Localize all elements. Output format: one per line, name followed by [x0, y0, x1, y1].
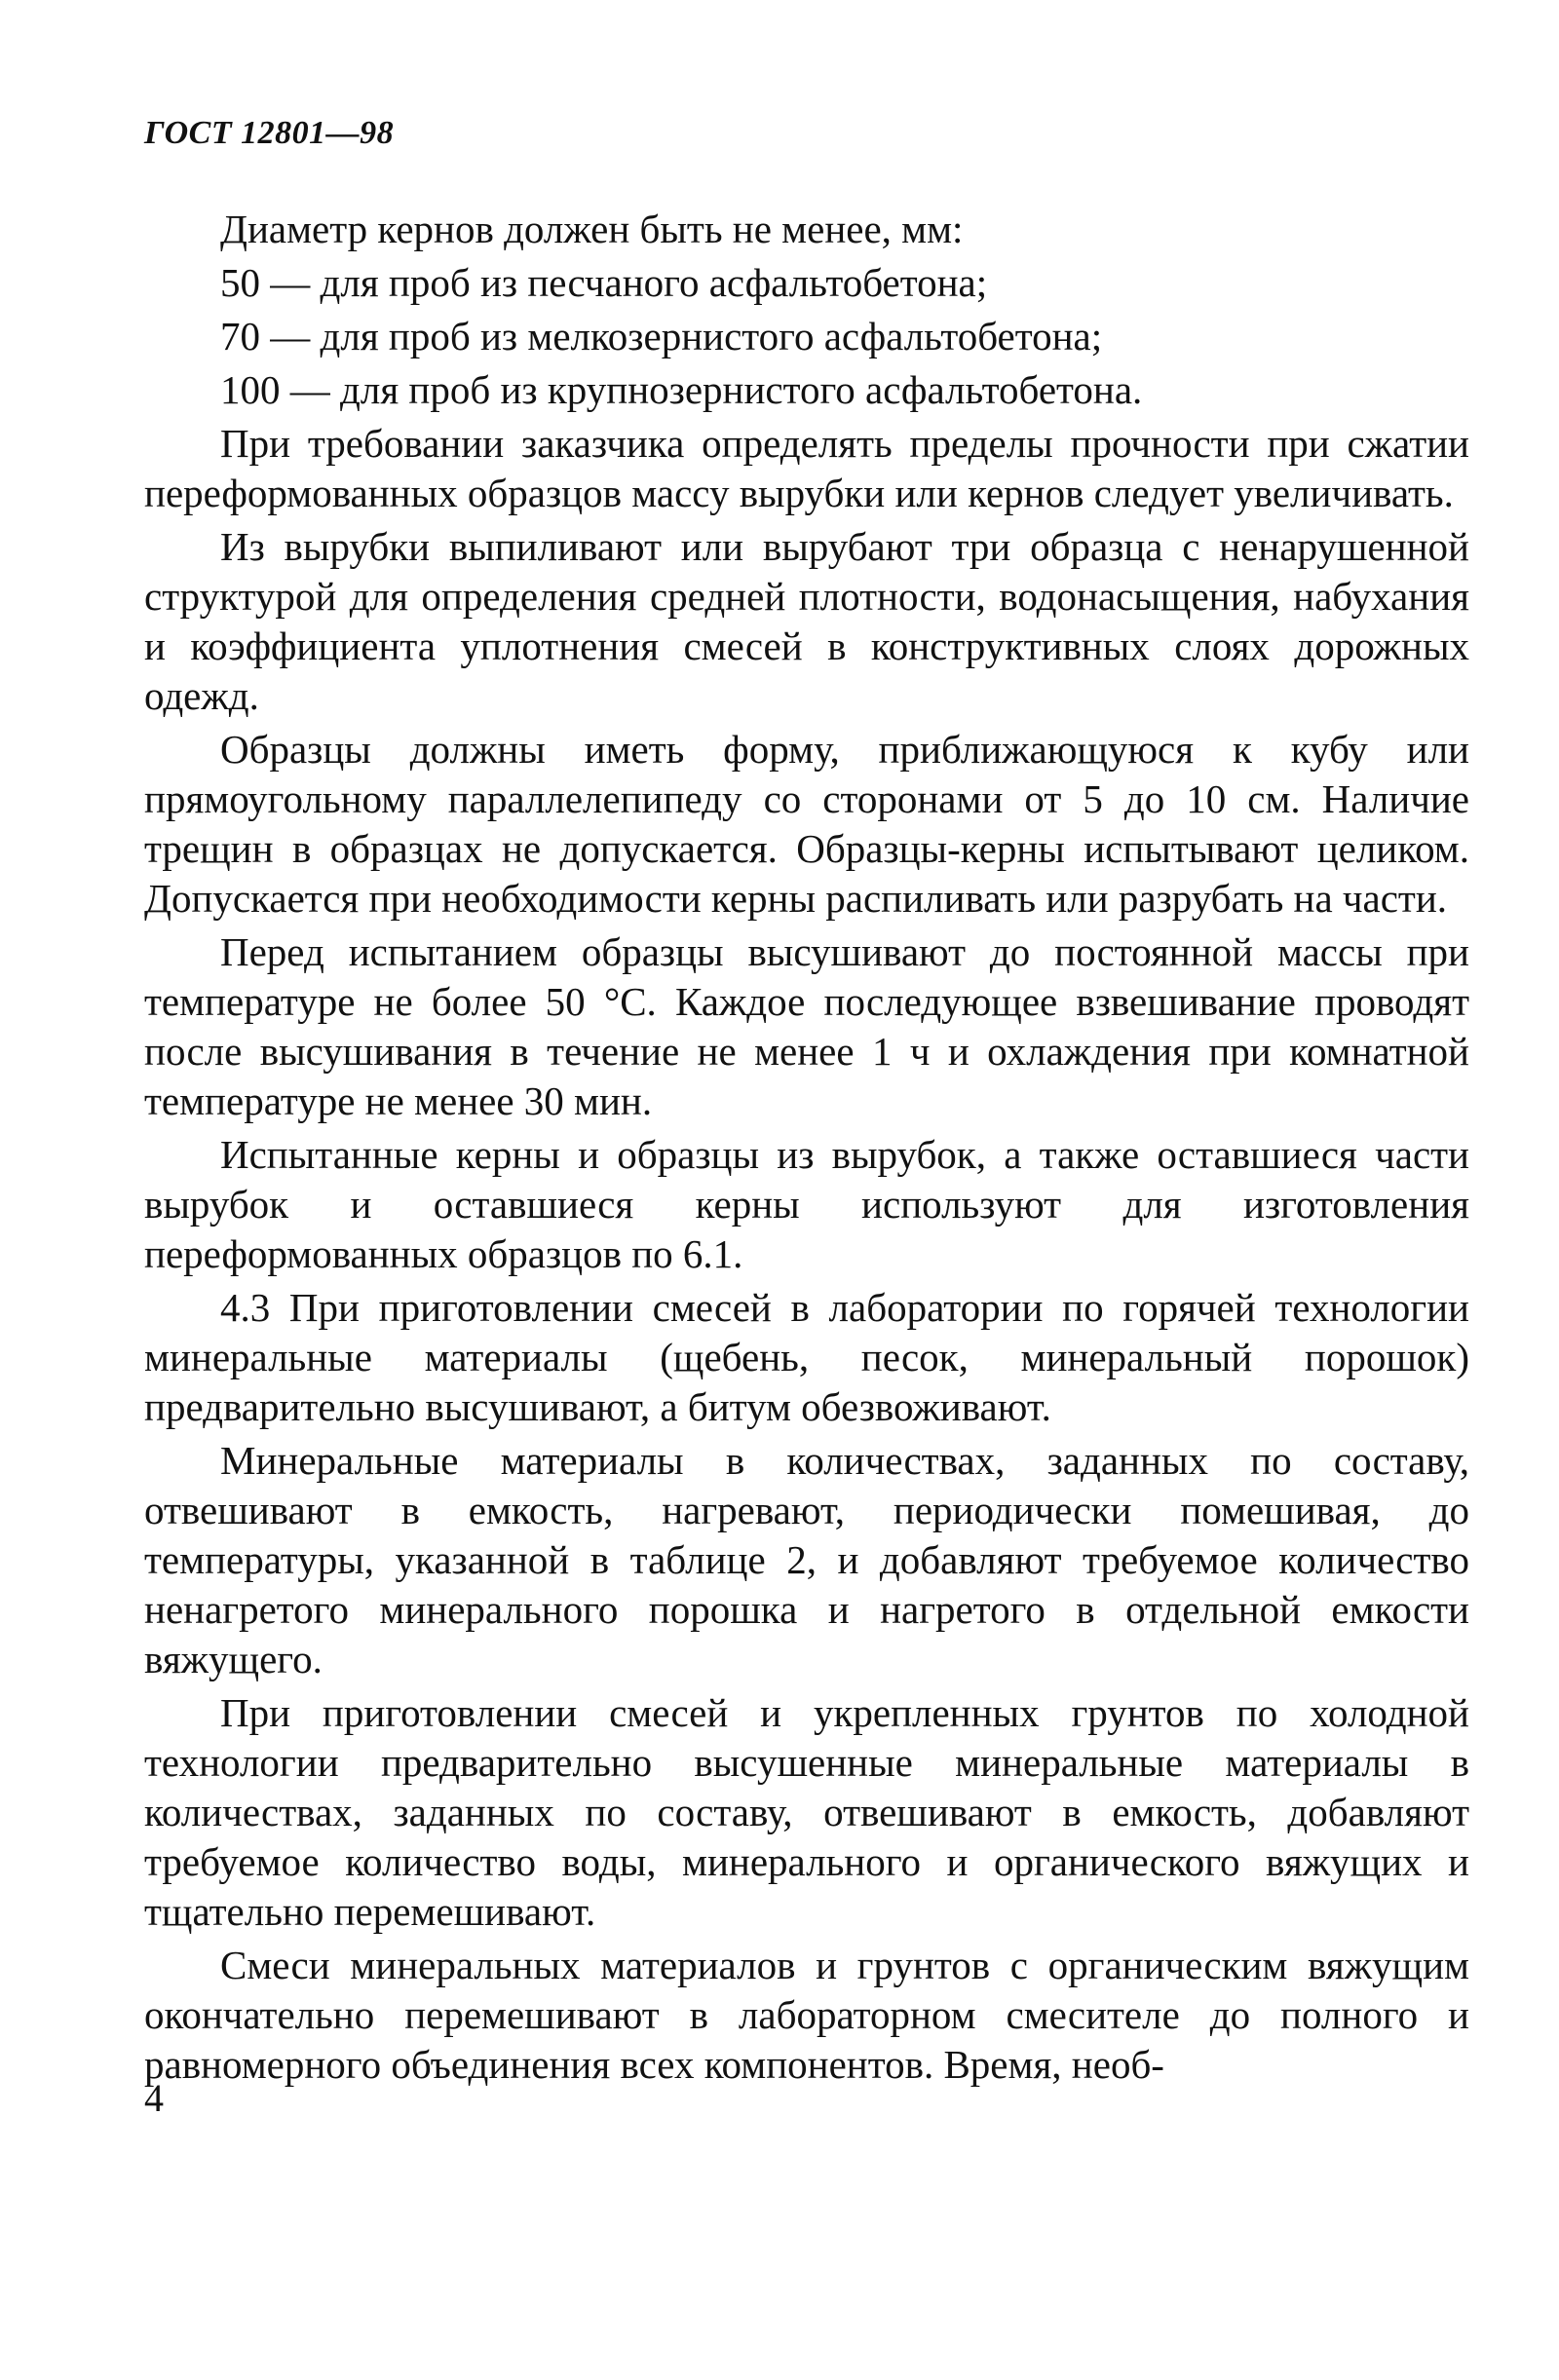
page-number: 4 [144, 2076, 164, 2120]
paragraph: Испытанные керны и образцы из вырубок, а также оставшиеся части вырубок и оставшиеся керны используют для изготовления переформованных образцов по 6.1. [144, 1132, 1469, 1276]
paragraph: Минеральные материалы в количествах, заданных по составу, отвешивают в емкость, нагревают, периодически помешивая, до температуры, указанной в таблице 2, и добавляют требуемое количество ненагретого минерального порошка и нагретого в отдельной емкости вяжущего. [144, 1438, 1469, 1681]
list-item: 100 — для проб из крупнозернистого асфальтобетона. [220, 367, 1143, 412]
list-item: 50 — для проб из песчаного асфальтобетона; [220, 260, 988, 305]
list-item: 70 — для проб из мелкозернистого асфальтобетона; [220, 314, 1103, 359]
paragraph: Из вырубки выпиливают или вырубают три образца с ненарушенной структурой для определения средней плотности, водонасыщения, набухания и коэффициента уплотнения смесей в конструктивных слоях дорожных одежд. [144, 524, 1469, 718]
paragraph: Диаметр кернов должен быть не менее, мм: [220, 207, 964, 251]
paragraph: Смеси минеральных материалов и грунтов с органическим вяжущим окончательно перемешивают в лабораторном смесителе до полного и равномерного объединения всех компонентов. Время, необ- [144, 1943, 1469, 2087]
document-header: ГОСТ 12801—98 [144, 115, 395, 151]
paragraph: Перед испытанием образцы высушивают до постоянной массы при температуре не более 50 °С. Каждое последующее взвешивание проводят после высушивания в течение не менее 1 ч и охлаждения при комнатной температуре не менее 30 мин. [144, 929, 1469, 1123]
paragraph: Образцы должны иметь форму, приближающуюся к кубу или прямоугольному параллелепипеду со сторонами от 5 до 10 см. Наличие трещин в образцах не допускается. Образцы-керны испытывают целиком. Допускается при необходимости керны распиливать или разрубать на части. [144, 727, 1469, 921]
paragraph: При требовании заказчика определять пределы прочности при сжатии переформованных образцов массу вырубки или кернов следует увеличивать. [144, 421, 1469, 515]
document-body [144, 205, 1469, 2094]
paragraph: При приготовлении смесей и укрепленных грунтов по холодной технологии предварительно высушенные минеральные материалы в количествах, заданных по составу, отвешивают в емкость, добавляют требуемое количество воды, минерального и органического вяжущих и тщательно перемешивают. [144, 1690, 1469, 1934]
paragraph: 4.3 При приготовлении смесей в лаборатории по горячей технологии минеральные материалы (щебень, песок, минеральный порошок) предварительно высушивают, а битум обезвоживают. [144, 1285, 1469, 1429]
